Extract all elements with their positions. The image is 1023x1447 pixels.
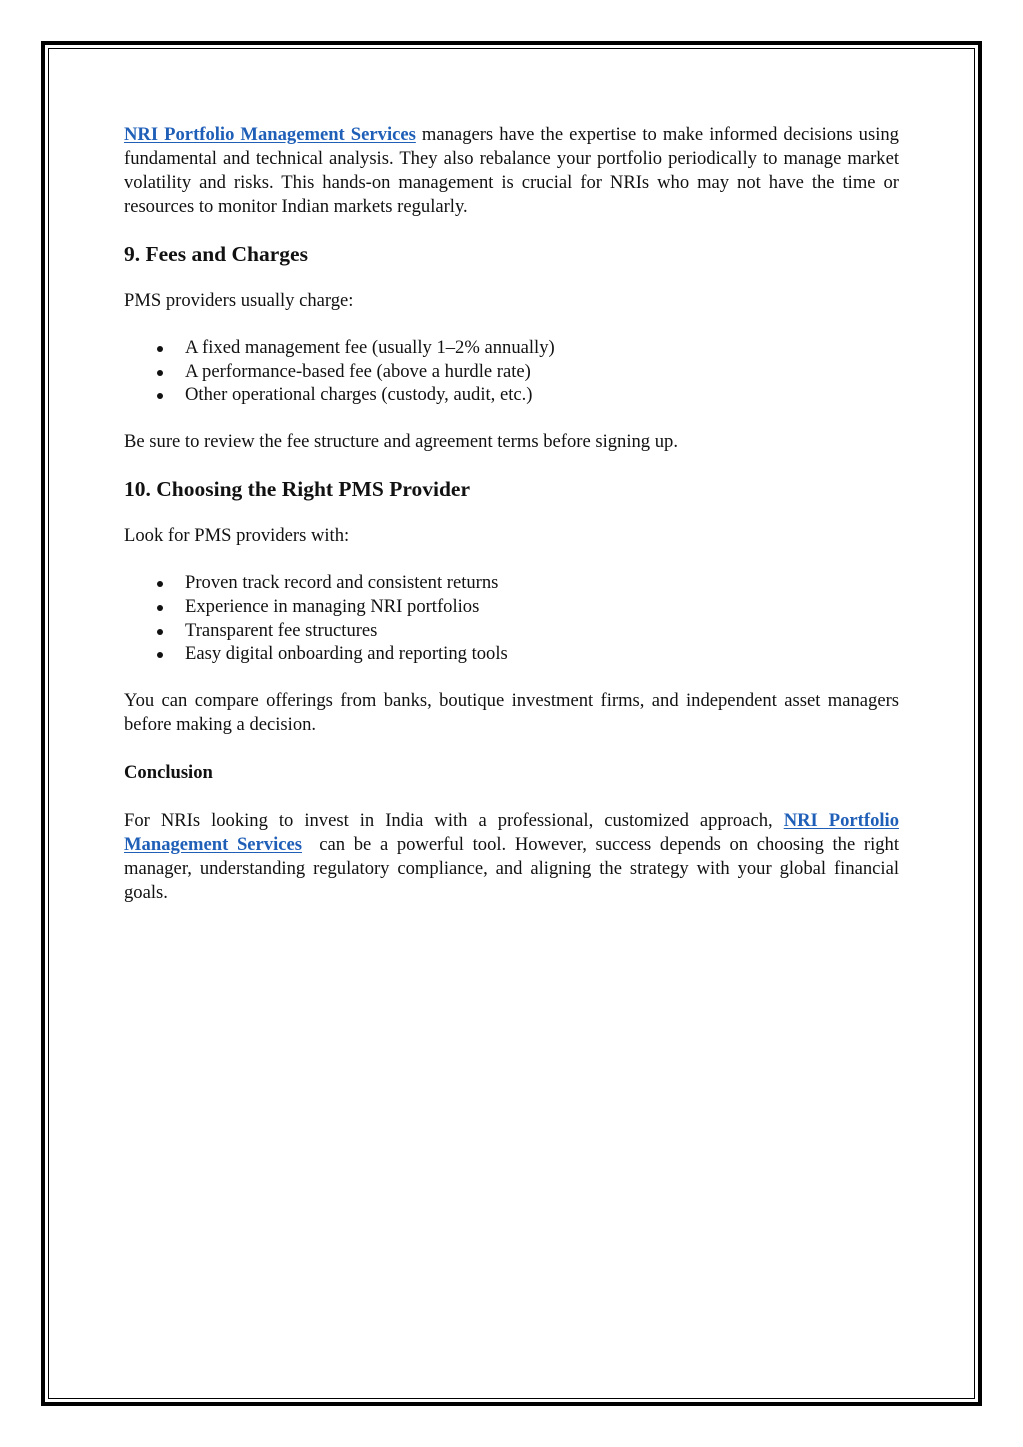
bullet-icon [157,346,163,352]
document-body [124,123,904,905]
list-item: A fixed management fee (usually 1–2% annually) [124,336,899,360]
bullet-icon [157,370,163,376]
intro-paragraph [124,123,899,219]
bullet-icon [157,652,163,658]
provider-note: You can compare offerings from banks, boutique investment firms, and independent asset managers before making a decision. [124,689,899,735]
list-item: Experience in managing NRI portfolios [124,595,899,619]
list-item: Other operational charges (custody, audit, etc.) [124,383,899,407]
provider-heading: 10. Choosing the Right PMS Provider [124,477,470,502]
conclusion-text-after: can be a powerful tool. However, success depends on choosing the right manager, understanding regulatory compliance, and aligning the strategy with your global financial goals. [124,833,904,903]
intro-text: managers have the expertise to make informed decisions using fundamental and technical analysis. They also rebalance your portfolio periodically to manage market volatility and risks. This hands-on management is crucial for NRIs who may not have the time or resources to monitor Indian markets regularly. [124,124,899,217]
bullet-icon [157,629,163,635]
fees-lead: PMS providers usually charge: [124,290,354,311]
provider-list [124,571,899,666]
bullet-icon [157,581,163,587]
conclusion-paragraph [124,809,904,905]
bullet-icon [157,605,163,611]
conclusion-text-before: For NRIs looking to invest in India with a professional, customized approach, [124,809,784,831]
fees-note: Be sure to review the fee structure and agreement terms before signing up. [124,431,678,453]
list-item: A performance-based fee (above a hurdle rate) [124,360,899,384]
nri-pms-link[interactable]: NRI Portfolio Management Services [124,124,416,145]
nri-pms-link-conclusion[interactable]: NRI Portfolio Management Services [124,809,899,855]
bullet-icon [157,393,163,399]
fees-list [124,336,899,407]
list-item: Transparent fee structures [124,619,899,643]
conclusion-heading: Conclusion [124,761,213,783]
list-item: Easy digital onboarding and reporting tools [124,642,899,666]
provider-lead: Look for PMS providers with: [124,525,350,547]
list-item: Proven track record and consistent returns [124,571,899,595]
fees-heading: 9. Fees and Charges [124,242,308,266]
